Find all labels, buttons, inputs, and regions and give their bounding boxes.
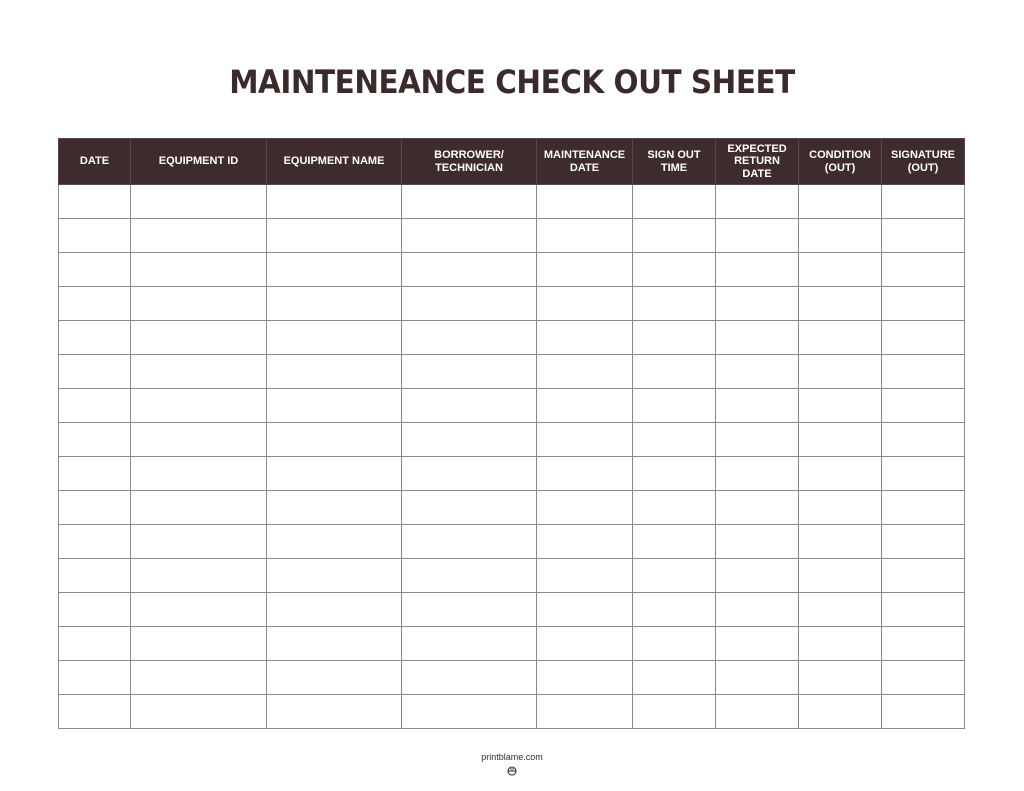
table-cell[interactable]	[402, 661, 537, 695]
table-cell[interactable]	[716, 457, 799, 491]
table-cell[interactable]	[882, 525, 965, 559]
table-cell[interactable]	[633, 423, 716, 457]
table-cell[interactable]	[267, 661, 402, 695]
table-cell[interactable]	[799, 491, 882, 525]
column-header-date: DATE	[59, 139, 131, 185]
table-cell[interactable]	[267, 355, 402, 389]
table-cell[interactable]	[131, 253, 267, 287]
table-cell[interactable]	[59, 423, 131, 457]
table-cell[interactable]	[402, 593, 537, 627]
table-cell[interactable]	[131, 593, 267, 627]
table-cell[interactable]	[267, 219, 402, 253]
table-cell[interactable]	[267, 253, 402, 287]
table-cell[interactable]	[131, 559, 267, 593]
table-cell[interactable]	[799, 253, 882, 287]
table-cell[interactable]	[537, 185, 633, 219]
table-cell[interactable]	[267, 491, 402, 525]
table-cell[interactable]	[882, 287, 965, 321]
table-cell[interactable]	[402, 627, 537, 661]
table-cell[interactable]	[537, 593, 633, 627]
table-cell[interactable]	[716, 423, 799, 457]
table-cell[interactable]	[131, 219, 267, 253]
table-cell[interactable]	[59, 185, 131, 219]
table-cell[interactable]	[716, 287, 799, 321]
table-cell[interactable]	[799, 627, 882, 661]
table-cell[interactable]	[799, 593, 882, 627]
column-header-condition-out: CONDITION (OUT)	[799, 139, 882, 185]
table-cell[interactable]	[267, 593, 402, 627]
table-row	[59, 321, 965, 355]
table-cell[interactable]	[402, 423, 537, 457]
table-row	[59, 185, 965, 219]
table-cell[interactable]	[799, 661, 882, 695]
table-cell[interactable]	[537, 355, 633, 389]
table-cell[interactable]	[131, 457, 267, 491]
table-cell[interactable]	[537, 253, 633, 287]
table-cell[interactable]	[799, 559, 882, 593]
table-row	[59, 219, 965, 253]
table-cell[interactable]	[882, 627, 965, 661]
table-cell[interactable]	[633, 661, 716, 695]
table-cell[interactable]	[716, 219, 799, 253]
table-cell[interactable]	[131, 423, 267, 457]
table-cell[interactable]	[402, 389, 537, 423]
table-cell[interactable]	[799, 457, 882, 491]
table-cell[interactable]	[267, 559, 402, 593]
table-cell[interactable]	[799, 355, 882, 389]
checkout-table	[58, 138, 965, 729]
footer-site: printblame.com	[481, 752, 543, 762]
table-cell[interactable]	[59, 321, 131, 355]
table-cell[interactable]	[716, 185, 799, 219]
table-cell[interactable]	[267, 287, 402, 321]
table-cell[interactable]	[882, 321, 965, 355]
table-cell[interactable]	[633, 321, 716, 355]
table-cell[interactable]	[633, 185, 716, 219]
table-header-row	[59, 139, 965, 185]
table-cell[interactable]	[799, 185, 882, 219]
table-cell[interactable]	[537, 695, 633, 729]
table-cell[interactable]	[882, 457, 965, 491]
table-cell[interactable]	[131, 321, 267, 355]
table-row	[59, 661, 965, 695]
table-cell[interactable]	[537, 491, 633, 525]
table-cell[interactable]	[402, 695, 537, 729]
table-cell[interactable]	[716, 525, 799, 559]
table-cell[interactable]	[799, 423, 882, 457]
table-cell[interactable]	[882, 559, 965, 593]
table-cell[interactable]	[537, 525, 633, 559]
table-cell[interactable]	[537, 627, 633, 661]
table-cell[interactable]	[799, 321, 882, 355]
table-cell[interactable]	[799, 525, 882, 559]
table-cell[interactable]	[716, 253, 799, 287]
table-cell[interactable]	[59, 253, 131, 287]
table-cell[interactable]	[59, 457, 131, 491]
table-cell[interactable]	[633, 695, 716, 729]
table-cell[interactable]	[59, 627, 131, 661]
table-cell[interactable]	[59, 287, 131, 321]
table-cell[interactable]	[131, 525, 267, 559]
table-cell[interactable]	[716, 389, 799, 423]
table-cell[interactable]	[633, 491, 716, 525]
table-cell[interactable]	[402, 491, 537, 525]
table-cell[interactable]	[537, 287, 633, 321]
table-cell[interactable]	[537, 559, 633, 593]
table-cell[interactable]	[633, 389, 716, 423]
table-cell[interactable]	[59, 389, 131, 423]
table-cell[interactable]	[882, 389, 965, 423]
table-cell[interactable]	[633, 593, 716, 627]
table-cell[interactable]	[59, 355, 131, 389]
table-cell[interactable]	[267, 389, 402, 423]
table-cell[interactable]	[131, 355, 267, 389]
table-cell[interactable]	[402, 219, 537, 253]
table-cell[interactable]	[716, 695, 799, 729]
table-row	[59, 355, 965, 389]
table-cell[interactable]	[633, 525, 716, 559]
table-cell[interactable]	[537, 321, 633, 355]
table-cell[interactable]	[882, 423, 965, 457]
table-body	[59, 185, 965, 729]
table-cell[interactable]	[59, 525, 131, 559]
table-cell[interactable]	[882, 253, 965, 287]
table-cell[interactable]	[716, 355, 799, 389]
table-cell[interactable]	[537, 219, 633, 253]
table-cell[interactable]	[799, 287, 882, 321]
table-cell[interactable]	[716, 321, 799, 355]
table-cell[interactable]	[267, 185, 402, 219]
table-row	[59, 525, 965, 559]
table-cell[interactable]	[267, 695, 402, 729]
table-cell[interactable]	[59, 559, 131, 593]
table-cell[interactable]	[633, 457, 716, 491]
table-cell[interactable]	[882, 185, 965, 219]
table-cell[interactable]	[267, 457, 402, 491]
column-header-equipment-id: EQUIPMENT ID	[131, 139, 267, 185]
table-cell[interactable]	[633, 559, 716, 593]
table-cell[interactable]	[267, 423, 402, 457]
table-row	[59, 491, 965, 525]
table-cell[interactable]	[882, 593, 965, 627]
table-cell[interactable]	[882, 355, 965, 389]
table-cell[interactable]	[716, 559, 799, 593]
table-row	[59, 423, 965, 457]
column-header-maintenance-date: MAINTENANCE DATE	[537, 139, 633, 185]
table-cell[interactable]	[402, 287, 537, 321]
table-row	[59, 287, 965, 321]
table-cell[interactable]	[633, 253, 716, 287]
table-cell[interactable]	[402, 253, 537, 287]
table-cell[interactable]	[402, 321, 537, 355]
table-row	[59, 457, 965, 491]
table-cell[interactable]	[59, 661, 131, 695]
table-cell[interactable]	[131, 185, 267, 219]
table-cell[interactable]	[799, 695, 882, 729]
table-cell[interactable]	[882, 661, 965, 695]
table-cell[interactable]	[799, 389, 882, 423]
column-header-borrower-technician: BORROWER/ TECHNICIAN	[402, 139, 537, 185]
table-row	[59, 593, 965, 627]
table-cell[interactable]	[267, 321, 402, 355]
column-header-equipment-name: EQUIPMENT NAME	[267, 139, 402, 185]
table-cell[interactable]	[633, 219, 716, 253]
table-cell[interactable]	[537, 389, 633, 423]
table-cell[interactable]	[716, 593, 799, 627]
table-cell[interactable]	[131, 389, 267, 423]
table-cell[interactable]	[537, 457, 633, 491]
table-cell[interactable]	[59, 491, 131, 525]
table-cell[interactable]	[882, 219, 965, 253]
table-cell[interactable]	[402, 355, 537, 389]
table-cell[interactable]	[131, 491, 267, 525]
table-cell[interactable]	[59, 593, 131, 627]
table-row	[59, 253, 965, 287]
table-cell[interactable]	[799, 219, 882, 253]
table-cell[interactable]	[882, 695, 965, 729]
table-row	[59, 627, 965, 661]
table-cell[interactable]	[131, 627, 267, 661]
column-header-sign-out-time: SIGN OUT TIME	[633, 139, 716, 185]
table-cell[interactable]	[131, 287, 267, 321]
column-header-signature-out: SIGNATURE (OUT)	[882, 139, 965, 185]
table-cell[interactable]	[131, 695, 267, 729]
table-cell[interactable]	[633, 627, 716, 661]
table-cell[interactable]	[267, 525, 402, 559]
table-cell[interactable]	[267, 627, 402, 661]
table-cell[interactable]	[402, 457, 537, 491]
brand-logo-icon	[507, 766, 517, 776]
page-title: MAINTENEANCE CHECK OUT SHEET	[229, 63, 795, 101]
column-header-expected-return-date: EXPECTED RETURN DATE	[716, 139, 799, 185]
table-row	[59, 695, 965, 729]
table-cell[interactable]	[716, 491, 799, 525]
table-row	[59, 389, 965, 423]
table-cell[interactable]	[402, 559, 537, 593]
table-cell[interactable]	[716, 627, 799, 661]
table-cell[interactable]	[633, 287, 716, 321]
table-cell[interactable]	[716, 661, 799, 695]
table-row	[59, 559, 965, 593]
table-cell[interactable]	[59, 219, 131, 253]
table-cell[interactable]	[402, 525, 537, 559]
table-cell[interactable]	[882, 491, 965, 525]
table-cell[interactable]	[131, 661, 267, 695]
table-cell[interactable]	[537, 423, 633, 457]
table-cell[interactable]	[59, 695, 131, 729]
table-cell[interactable]	[633, 355, 716, 389]
table-cell[interactable]	[537, 661, 633, 695]
table-cell[interactable]	[402, 185, 537, 219]
